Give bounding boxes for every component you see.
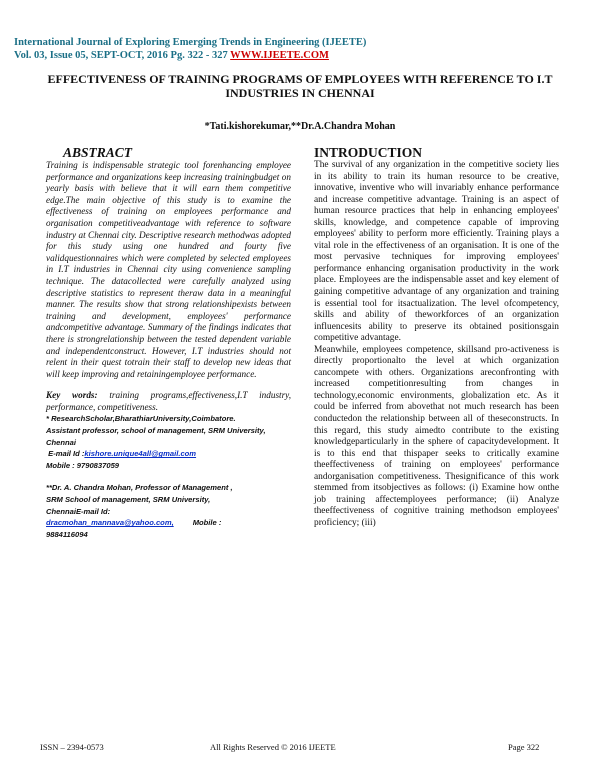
author2-mobile-label: Mobile :: [192, 518, 222, 528]
author1-scholar: * ResearchScholar,BharathiarUniversity,Coimbatore.: [46, 414, 236, 424]
introduction-paragraph-2: Meanwhile, employees competence, skillsand pro-activeness is directly proportionalto the level at which organization cancompete with others. Organizations areconfronting with increased competitionresulting from changes in technology,economic environments, globalization etc. As it could be inferred from abovethat not much research has been conductedon the relationship between all of theseconstructs. In this regard, this study aimedto contribute to the existing knowledgeparticularly in the sphere of capacitydevelopment. It is to this end that thispaper seeks to critically examine theeffectiveness of training on employees' performance andorganisation competitiveness. Thesignificance of this work stemmed from itsobjectives as follows: (i) Examine how onthe job training affectemployees performance; (ii) Analyze theeffectiveness of cognitive training methodson employees' proficiency; (iii): [314, 344, 559, 528]
journal-volume-line: [14, 49, 594, 62]
authors: *Tati.kishorekumar,**Dr.A.Chandra Mohan: [204, 121, 396, 132]
author2-email-label: ChennaiE-mail Id:: [46, 506, 111, 516]
paper-title: EFFECTIVENESS OF TRAINING PROGRAMS OF EMPLOYEES WITH REFERENCE TO I.T INDUSTRIES IN CHENNAI: [47, 72, 553, 100]
author2-affiliation: [46, 482, 291, 540]
keywords-label: Key words:: [46, 390, 98, 401]
footer-page-number: Page 322: [508, 742, 540, 752]
author1-affiliation: [46, 413, 291, 471]
author2-email-link[interactable]: dracmohan_mannava@yahoo.com,: [46, 518, 174, 528]
introduction-heading: INTRODUCTION: [314, 145, 423, 160]
abstract-body: Training is indispensable strategic tool forenhancing employee performance and organizations keep increasing trainingbudget on yearly basis with believe that it will earn them competitive edge.The main objective of this study is to examine the effectiveness of training on employees performance and organisation competitiveadvantage with reference to software industry at Chennai city. Descriptive research methodwas adopted for this study using one hundred and fourty five validquestionnaires which were completed by selected employees in I.T industries in Chennai city using convenience sampling technique. The datacollected were carefully analyzed using descriptive statistics to represent theraw data in a meaningful manner. The results show that strong relationshipexists between training and development, employees' performance andcompetitive advantage. Summary of the findings indicates that there is strongrelationship between the tested dependent variable and independentconstruct. However, I.T industries should not relent in their quest totrain their staff to develop new ideas that will keep improving and retainingemployee performance.: [46, 160, 291, 379]
author2-mobile: 9884116094: [46, 529, 88, 539]
footer-issn: ISSN – 2394-0573: [40, 742, 104, 752]
keywords: [46, 390, 291, 413]
author2-name: **Dr. A. Chandra Mohan, Professor of Management ,: [46, 483, 233, 493]
author1-position: Assistant professor, school of management, SRM University, Chennai: [46, 426, 266, 447]
author2-institution: SRM School of management, SRM University,: [46, 495, 211, 505]
author1-mobile: Mobile : 9790837059: [46, 460, 120, 470]
journal-header: [14, 36, 594, 62]
keywords-text: training programs,effectiveness,I.T industry, performance, competitiveness.: [46, 390, 292, 412]
introduction-paragraph-1: The survival of any organization in the competitive society lies in its ability to train its human resource to be creative, innovative, inventive who will invariably enhance performance and increase competitive advantage. Training is an aspect of human resource practices that help in enhancing employees' skills, knowledge, and competence capable of improving employees' ability to perform more efficiently. Training plays a vital role in the effectiveness of an organisation. It is one of the most pervasive techniques for improving employees' performance enhancing organisation productivity in the work place. Employees are the indispensable asset and key element of gaining competitive advantage of any organization and training is essential tool for itsactualization. The level ofcompetency, skills and ability of theworkforces of an organization influencesits ability to preserve its obtained positionsgain competitive advantage.: [314, 160, 559, 344]
right-column: [314, 145, 559, 530]
left-column: [46, 145, 291, 540]
footer-rights: All Rights Reserved © 2016 IJEETE: [210, 742, 336, 752]
journal-issue-info: Vol. 03, Issue 05, SEPT-OCT, 2016 Pg. 322 - 327: [14, 50, 231, 61]
author1-email-label: E-mail Id :: [48, 449, 85, 459]
journal-title: International Journal of Exploring Emerging Trends in Engineering (IJEETE): [14, 37, 367, 48]
journal-url-link[interactable]: WWW.IJEETE.COM: [230, 50, 329, 61]
author1-email-link[interactable]: kishore.unique4all@gmail.com: [84, 449, 197, 459]
abstract-heading: ABSTRACT: [63, 145, 133, 160]
